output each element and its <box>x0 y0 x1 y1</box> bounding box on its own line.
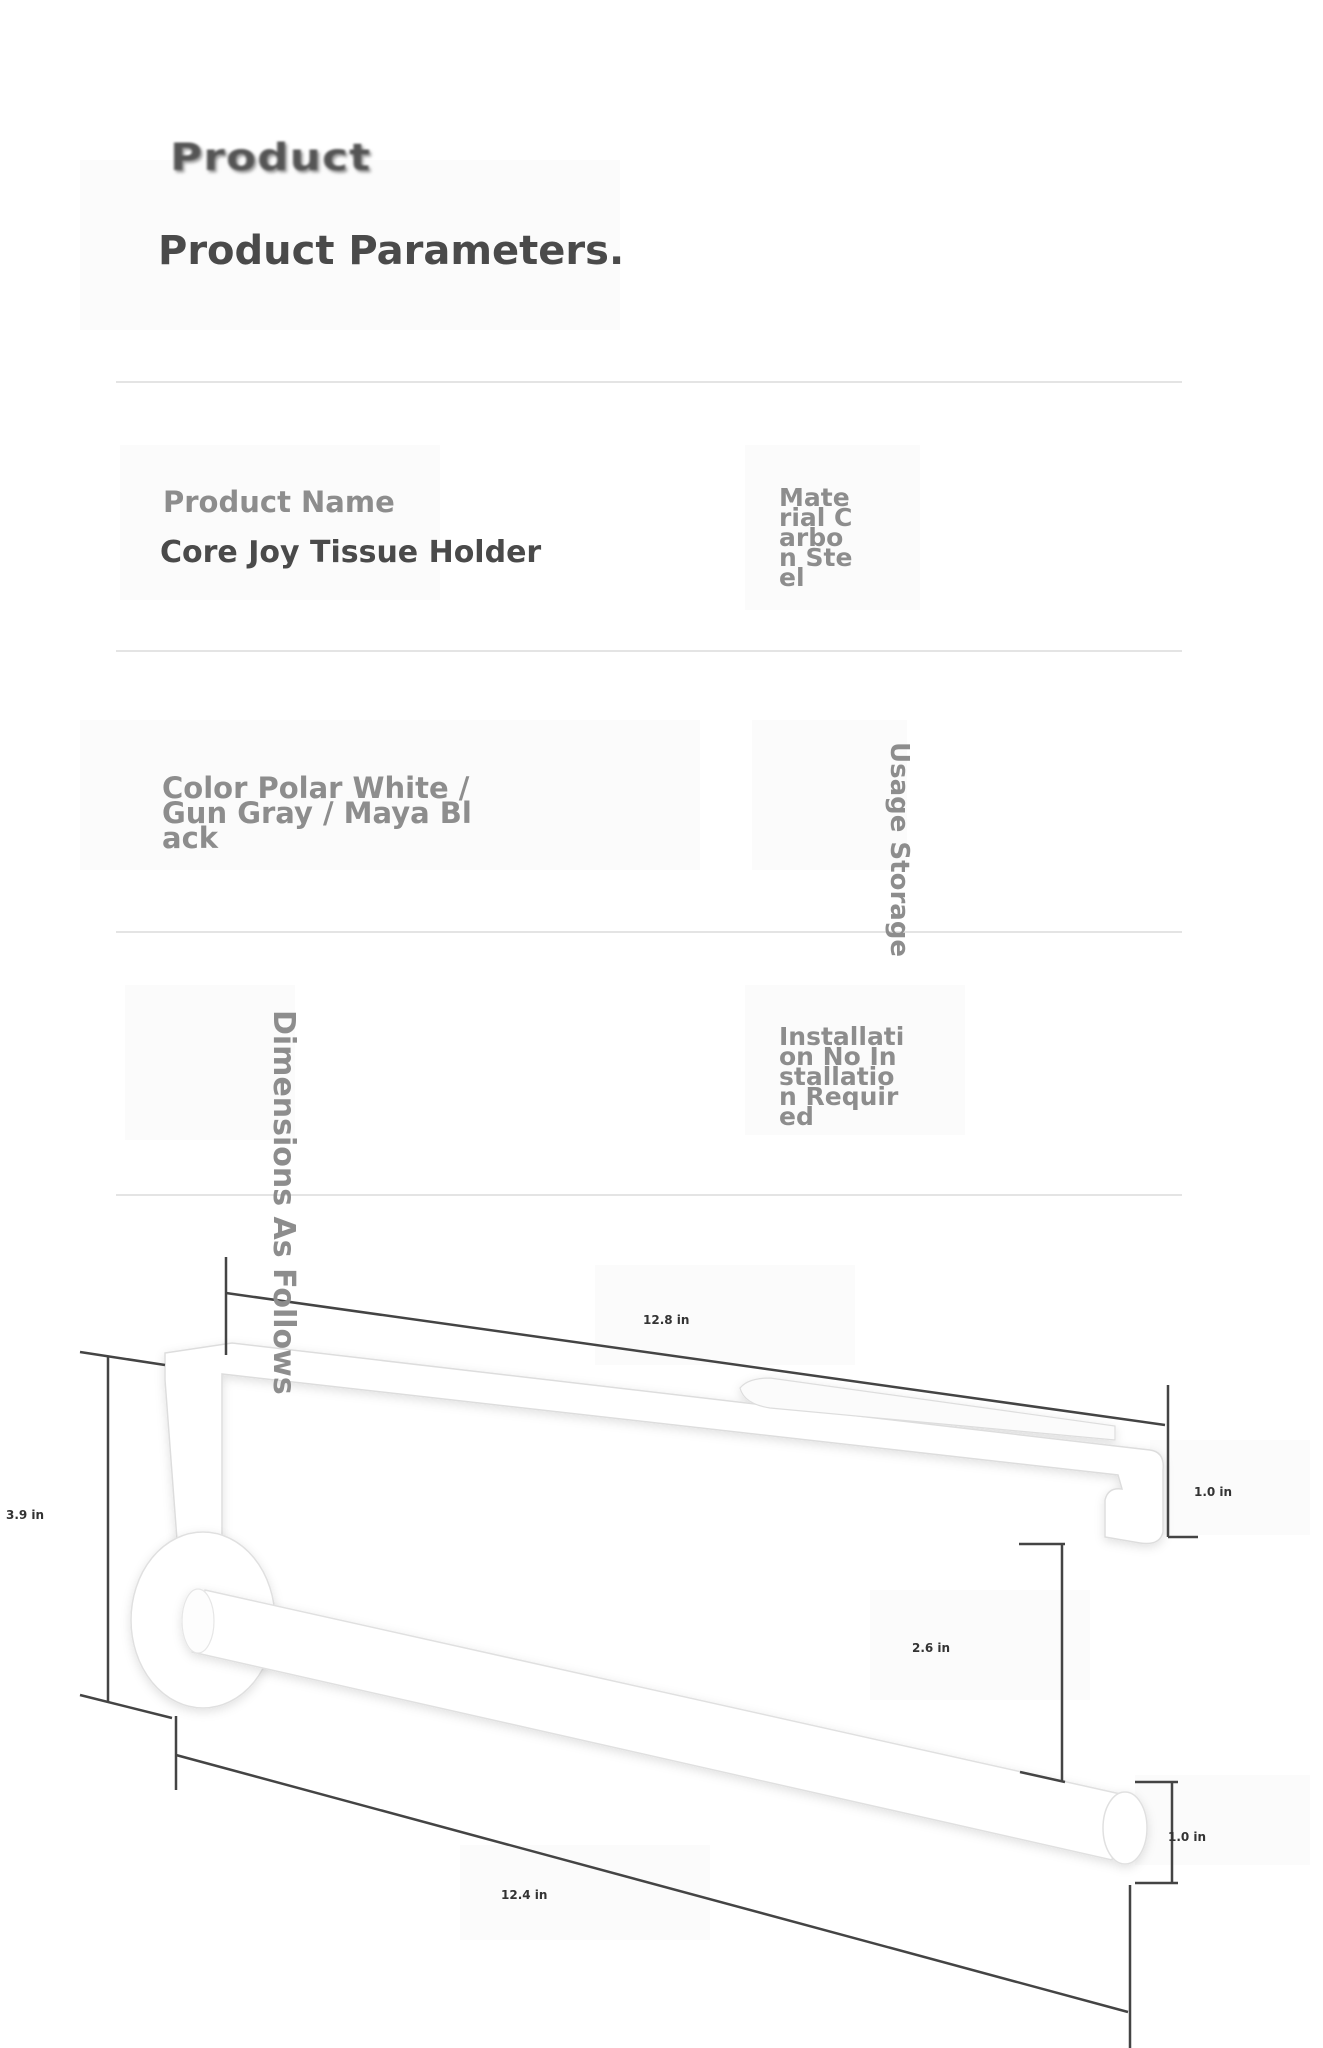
dim-end-height: 1.0 in <box>1194 1485 1233 1499</box>
bracket-shape <box>165 1343 1163 1580</box>
brand-logo: Product <box>170 135 372 180</box>
dim-gap: 2.6 in <box>912 1641 951 1655</box>
product-name-value: Core Joy Tissue Holder <box>160 535 542 570</box>
dimensions-text: Dimensions As Follows <box>266 1010 301 1395</box>
usage-text: Usage Storage <box>884 742 914 958</box>
installation-text: Installation No Installation Required <box>779 1022 905 1131</box>
dim-top-length: 12.8 in <box>643 1313 690 1327</box>
rod-shape <box>182 1589 1147 1864</box>
dim-rod-diameter: 1.0 in <box>1168 1830 1207 1844</box>
dim-bottom-length: 12.4 in <box>501 1888 548 1902</box>
material-text: Material Carbon Steel <box>779 483 853 592</box>
page-title: Product Parameters. <box>158 228 625 274</box>
product-name-label: Product Name <box>163 485 395 519</box>
dim-height: 3.9 in <box>6 1508 45 1522</box>
color-text: Color Polar White / Gun Gray / Maya Black <box>162 771 472 855</box>
